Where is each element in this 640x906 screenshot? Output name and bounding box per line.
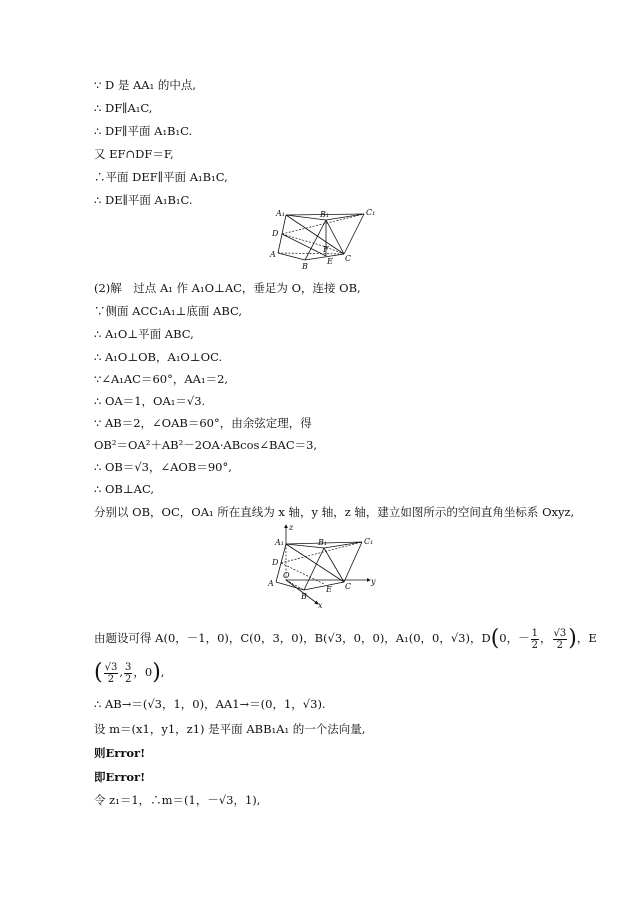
line-9: ∴ A₁O⊥平面 ABC, (94, 327, 194, 341)
line-11: ∵∠A₁AC＝60°，AA₁＝2, (94, 372, 229, 386)
coords-text: 由题设可得 A(0，－1，0)，C(0，3，0)，B(√3，0，0)，A₁(0，0，√3)，D (94, 631, 491, 645)
line-10: ∴ A₁O⊥OB，A₁O⊥OC. (94, 350, 223, 364)
line-1: ∵ D 是 AA₁ 的中点, (94, 78, 197, 92)
line-8: ∵侧面 ACC₁A₁⊥底面 ABC, (94, 304, 243, 318)
figure-prism-1 (268, 208, 378, 270)
label2-c: C (345, 582, 352, 591)
label-c1: C₁ (366, 208, 376, 217)
label-x: x (318, 601, 323, 610)
line-20: ∴ AB→＝(√3，1，0)，AA1→＝(0，1，√3). (94, 697, 326, 711)
e-label: ，E (576, 631, 597, 645)
label2-c1: C₁ (364, 537, 374, 546)
label2-a1: A₁ (275, 538, 284, 547)
line-23: 即Error! (94, 770, 146, 784)
label2-o: O (283, 571, 290, 580)
line-6: ∴ DE∥平面 A₁B₁C. (94, 193, 193, 207)
label-e: E (327, 257, 333, 266)
label2-b1: B₁ (318, 538, 328, 547)
line-7: (2)解 过点 A₁ 作 A₁O⊥AC，垂足为 O，连接 OB, (94, 281, 361, 295)
label-b1: B₁ (320, 210, 330, 219)
label2-b: B (301, 592, 307, 601)
label2-e: E (326, 585, 332, 594)
line-17: 分别以 OB，OC，OA₁ 所在直线为 x 轴，y 轴，z 轴，建立如图所示的空间直角坐标系 Oxyz, (94, 505, 575, 519)
fraction-d-one: $\frac{1}{2}$ (531, 627, 538, 651)
figure-prism-axes (266, 522, 382, 610)
fraction-e-three: $\frac{3}{2}$ (124, 661, 132, 685)
line-16: ∴ OB⊥AC, (94, 482, 155, 496)
line-18: 由题设可得 A(0，－1，0)，C(0，3，0)，B(√3，0，0)，A₁(0，0，√3)，D(0，－ $\frac{1}{2}$ ， $\frac{√3}{2}$ )，E (94, 626, 597, 651)
line-5: ∴平面 DEF∥平面 A₁B₁C, (94, 170, 228, 184)
label-a: A (270, 250, 276, 259)
label2-a: A (268, 579, 274, 588)
fraction-d-root: $\frac{√3}{2}$ (553, 627, 567, 651)
line-15: ∴ OB＝√3，∠AOB＝90°, (94, 460, 232, 474)
label-f: F (323, 245, 329, 254)
fraction-e-root: $\frac{√3}{2}$ (104, 661, 118, 685)
d-coords-mid: ， (540, 631, 552, 645)
label-z: z (289, 523, 294, 532)
line-3: ∴ DF∥平面 A₁B₁C. (94, 124, 193, 138)
label-d: D (272, 229, 279, 238)
line-14: OB²＝OA²＋AB²－2OA·ABcos∠BAC＝3, (94, 438, 318, 452)
line-19: ( $\frac{√3}{2}$ , $\frac{3}{2}$ ，0), (94, 660, 165, 685)
line-12: ∴ OA＝1，OA₁＝√3. (94, 394, 206, 408)
line-22: 则Error! (94, 746, 146, 760)
label2-d: D (272, 558, 279, 567)
line-21: 设 m＝(x1，y1，z1) 是平面 ABB₁A₁ 的一个法向量, (94, 722, 366, 736)
line-2: ∴ DF∥A₁C, (94, 101, 153, 115)
label-b: B (302, 262, 308, 270)
line-4: 又 EF∩DF＝F, (94, 147, 174, 161)
label-a1: A₁ (276, 209, 285, 218)
label-y: y (371, 577, 376, 586)
d-coords-pre: 0，－ (499, 631, 530, 645)
label-c: C (345, 254, 352, 263)
line-13: ∵ AB＝2，∠OAB＝60°，由余弦定理，得 (94, 416, 312, 430)
line-24: 令 z₁＝1，∴m＝(1，－√3，1), (94, 793, 261, 807)
